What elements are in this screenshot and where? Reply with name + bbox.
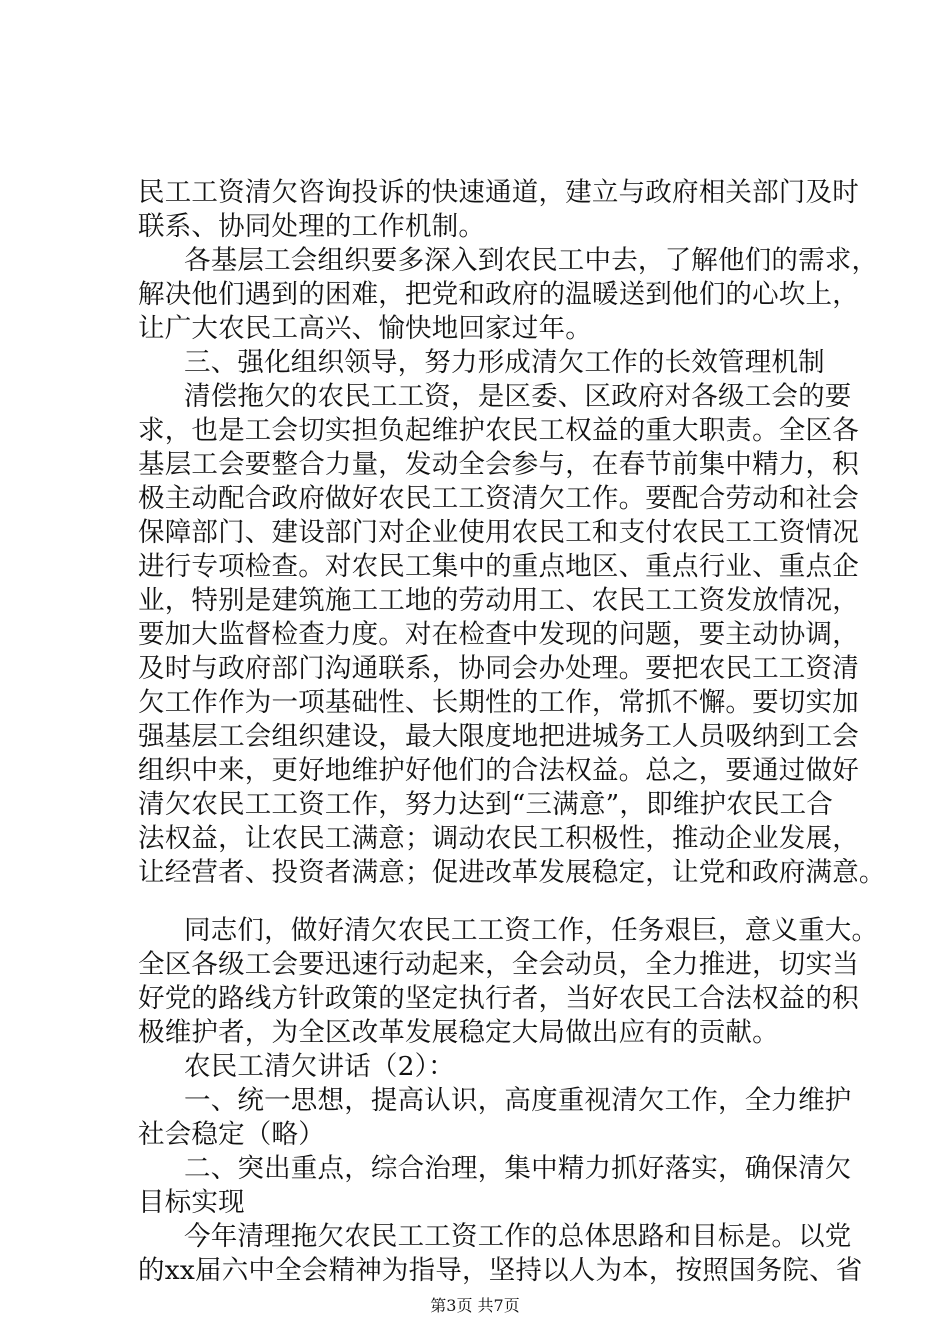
section-heading: 二、突出重点，综合治理，集中精力抓好落实，确保清欠 <box>184 1153 852 1184</box>
text-line: 好党的路线方针政策的坚定执行者，当好农民工合法权益的积 <box>138 983 859 1014</box>
text-line: 清偿拖欠的农民工工资，是区委、区政府对各级工会的要 <box>184 381 852 412</box>
text-line: 极维护者，为全区改革发展稳定大局做出应有的贡献。 <box>138 1017 779 1048</box>
text-line: 全区各级工会要迅速行动起来，全会动员，全力推进，切实当 <box>138 949 859 980</box>
text-line: 同志们，做好清欠农民工工资工作，任务艰巨，意义重大。 <box>184 915 879 946</box>
text-line: 进行专项检查。对农民工集中的重点地区、重点行业、重点企 <box>138 551 859 582</box>
text-line: 让广大农民工高兴、愉快地回家过年。 <box>138 313 592 344</box>
text-line: 极主动配合政府做好农民工工资清欠工作。要配合劳动和社会 <box>138 483 859 514</box>
text-line: 社会稳定（略） <box>138 1119 325 1150</box>
text-line: 求，也是工会切实担负起维护农民工权益的重大职责。全区各 <box>138 415 859 446</box>
text-line: 的xx届六中全会精神为指导，坚持以人为本，按照国务院、省 <box>138 1255 863 1286</box>
page-number-footer: 第3页 共7页 <box>430 1296 520 1315</box>
text-line: 强基层工会组织建设，最大限度地把进城务工人员吸纳到工会 <box>138 721 859 752</box>
text-line: 民工工资清欠咨询投诉的快速通道，建立与政府相关部门及时 <box>138 177 859 208</box>
text-line: 让经营者、投资者满意；促进改革发展稳定，让党和政府满意。 <box>138 857 886 888</box>
text-line: 法权益，让农民工满意；调动农民工积极性，推动企业发展， <box>138 823 859 854</box>
text-line: 联系、协同处理的工作机制。 <box>138 211 486 242</box>
text-line: 业，特别是建筑施工工地的劳动用工、农民工工资发放情况， <box>138 585 859 616</box>
text-line: 目标实现 <box>138 1187 245 1218</box>
text-line: 清欠农民工工资工作，努力达到“三满意”，即维护农民工合 <box>138 789 833 820</box>
section-heading: 一、统一思想，提高认识，高度重视清欠工作，全力维护 <box>184 1085 852 1116</box>
subtitle: 农民工清欠讲话（2）： <box>184 1051 455 1082</box>
text-line: 组织中来，更好地维护好他们的合法权益。总之，要通过做好 <box>138 755 859 786</box>
text-line: 欠工作作为一项基础性、长期性的工作，常抓不懈。要切实加 <box>138 687 859 718</box>
text-line: 保障部门、建设部门对企业使用农民工和支付农民工工资情况 <box>138 517 859 548</box>
text-line: 各基层工会组织要多深入到农民工中去，了解他们的需求， <box>184 245 879 276</box>
section-heading: 三、强化组织领导，努力形成清欠工作的长效管理机制 <box>184 347 825 378</box>
text-line: 及时与政府部门沟通联系，协同会办处理。要把农民工工资清 <box>138 653 859 684</box>
text-line: 今年清理拖欠农民工工资工作的总体思路和目标是。以党 <box>184 1221 852 1252</box>
text-line: 解决他们遇到的困难，把党和政府的温暖送到他们的心坎上， <box>138 279 859 310</box>
text-line: 基层工会要整合力量，发动全会参与，在春节前集中精力，积 <box>138 449 859 480</box>
text-line: 要加大监督检查力度。对在检查中发现的问题，要主动协调， <box>138 619 859 650</box>
